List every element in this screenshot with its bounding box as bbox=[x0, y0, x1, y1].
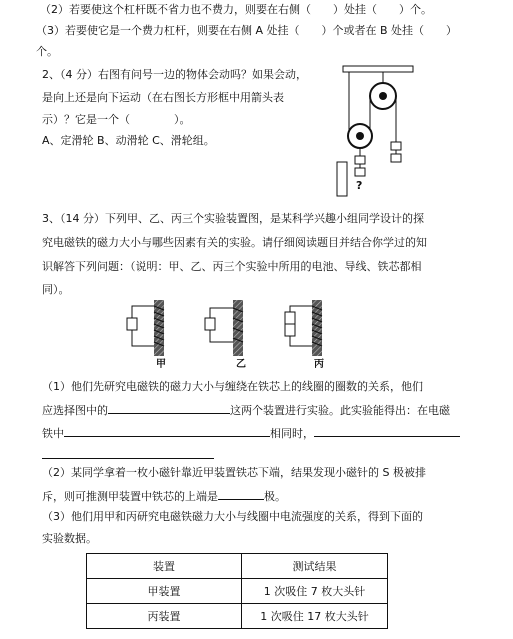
label-jia: 甲 bbox=[156, 359, 166, 370]
q3-sub1-text-c: 铁中 bbox=[42, 427, 64, 440]
results-table bbox=[86, 553, 388, 629]
q2-line-3: 示）？它是一个（ ）。 bbox=[42, 113, 191, 126]
q3-sub2-line-1: （2）某同学拿着一枚小磁针靠近甲装置铁芯下端，结果发现小磁针的 S 极被排 bbox=[42, 466, 426, 479]
table-header-row bbox=[87, 554, 388, 579]
electromagnet-diagrams bbox=[120, 298, 370, 360]
q3-line-1: 3、（14 分）下列甲、乙、丙三个实验装置图，是某科学兴趣小组同学设计的探 bbox=[42, 212, 424, 225]
answer-blank-devices[interactable] bbox=[108, 402, 230, 414]
q3-sub1-text-d: 相同时， bbox=[270, 427, 314, 440]
device-yi bbox=[205, 300, 243, 356]
q2-line-1: 2、（4 分）右图有问号一边的物体会动吗？如果会动， bbox=[42, 68, 307, 81]
q2-options: A、定滑轮 B、动滑轮 C、滑轮组。 bbox=[42, 134, 215, 147]
q1-line-2: （2）若要使这个杠杆既不省力也不费力，则要在右侧（ ）处挂（ ）个。 bbox=[40, 3, 432, 16]
answer-blank-condition[interactable] bbox=[64, 425, 270, 437]
q3-sub3-line-1: （3）他们用甲和丙研究电磁铁磁力大小与线圈中电流强度的关系，得到下面的 bbox=[42, 510, 423, 523]
q3-line-3: 识解答下列问题：（说明：甲、乙、丙三个实验中所用的电池、导线、铁芯都相 bbox=[42, 260, 422, 273]
device-bing bbox=[285, 300, 322, 356]
q1-line-3: （3）若要使它是一个费力杠杆，则要在右侧 A 处挂（ ）个或者在 B 处挂（ ） bbox=[36, 24, 458, 37]
pulley-diagram bbox=[335, 64, 425, 204]
table-cell-device: 甲装置 bbox=[87, 579, 242, 604]
q3-sub1-text-a: 应选择图中的 bbox=[42, 404, 108, 417]
q3-sub1-line-2 bbox=[42, 402, 450, 418]
table-cell-result: 1 次吸住 7 枚大头针 bbox=[242, 579, 388, 604]
q3-sub1-line-4 bbox=[42, 447, 214, 463]
q3-sub2-line-2 bbox=[42, 488, 286, 504]
table-header-result: 测试结果 bbox=[242, 554, 388, 579]
label-yi: 乙 bbox=[236, 359, 246, 370]
q3-line-2: 究电磁铁的磁力大小与哪些因素有关的实验。请仔细阅读题目并结合你学过的知 bbox=[42, 236, 427, 249]
arrow-answer-box bbox=[337, 162, 347, 196]
q3-sub3-line-2: 实验数据。 bbox=[42, 532, 97, 545]
table-cell-device: 丙装置 bbox=[87, 604, 242, 629]
table-row bbox=[87, 604, 388, 629]
q3-line-4: 同）。 bbox=[42, 283, 70, 296]
table-header-device: 装置 bbox=[87, 554, 242, 579]
q1-line-3b: 个。 bbox=[36, 45, 58, 58]
question-mark: ? bbox=[356, 179, 363, 192]
q3-sub2-text-b: 极。 bbox=[264, 490, 286, 503]
answer-blank-pole[interactable] bbox=[218, 488, 264, 500]
answer-blank-conclusion-2[interactable] bbox=[42, 447, 214, 459]
device-jia bbox=[127, 300, 164, 356]
q2-line-2: 是向上还是向下运动（在右图长方形框中用箭头表 bbox=[42, 91, 284, 104]
q3-sub1-text-b: 这两个装置进行实验。此实验能得出：在电磁 bbox=[230, 404, 450, 417]
answer-blank-conclusion-1[interactable] bbox=[314, 425, 460, 437]
ceiling-beam bbox=[343, 66, 413, 72]
table-row bbox=[87, 579, 388, 604]
label-bing: 丙 bbox=[314, 359, 324, 370]
q3-sub1-line-3 bbox=[42, 425, 460, 441]
q3-sub1-line-1: （1）他们先研究电磁铁的磁力大小与缠绕在铁芯上的线圈的圈数的关系，他们 bbox=[42, 380, 423, 393]
q3-sub2-text-a: 斥，则可推测甲装置中铁芯的上端是 bbox=[42, 490, 218, 503]
table-cell-result: 1 次吸住 17 枚大头针 bbox=[242, 604, 388, 629]
